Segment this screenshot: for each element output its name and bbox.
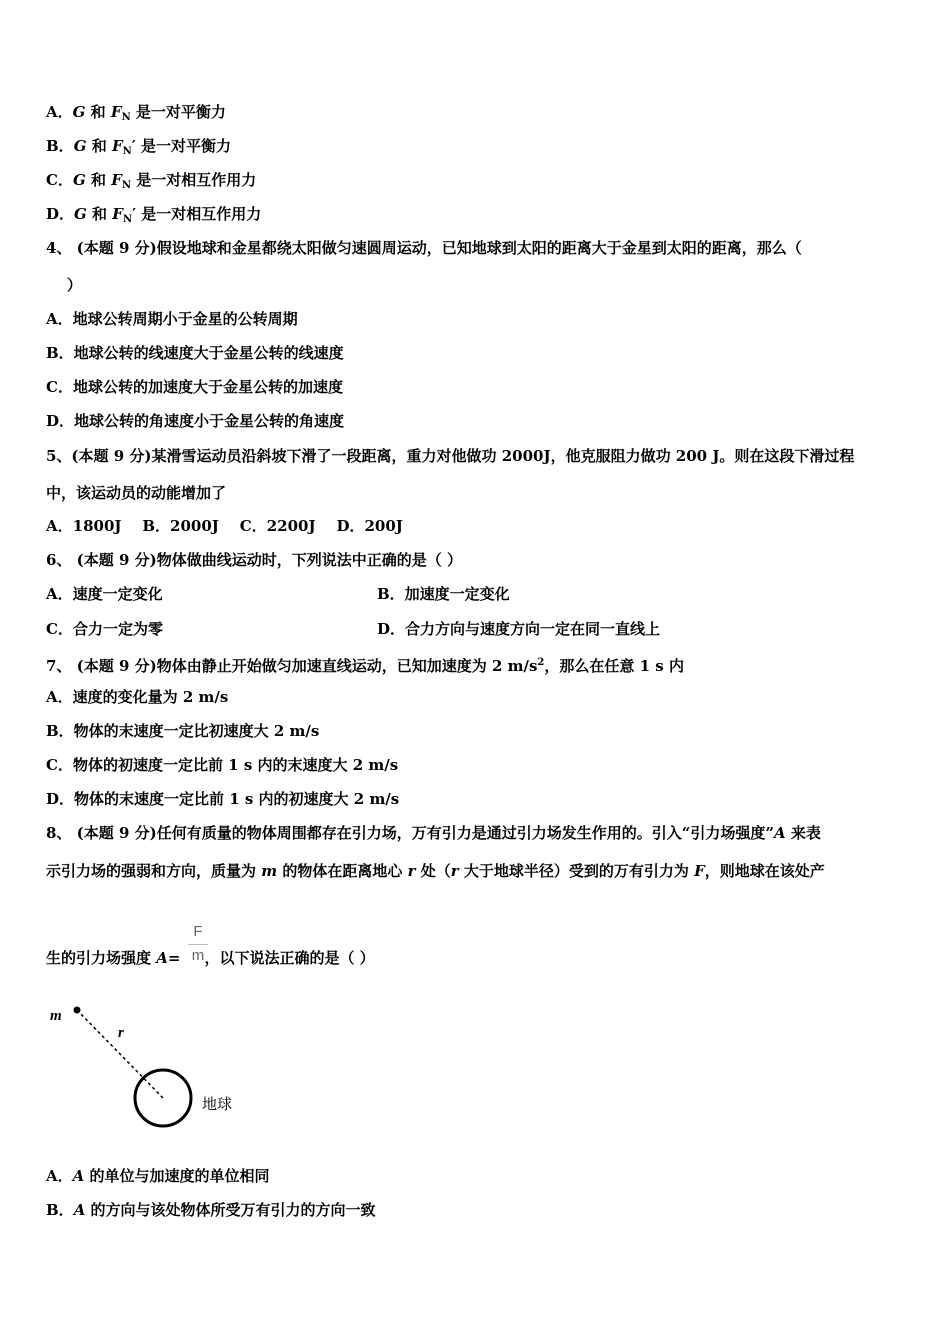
q6-stem: 6、 (本题 9 分)物体做曲线运动时，下列说法中正确的是（ ） [46, 551, 462, 569]
q8-stem-line2: 示引力场的强弱和方向，质量为 m 的物体在距离地心 r 处（r 大于地球半径）受到的万有引力为 F，则地球在该处产 [46, 862, 825, 880]
q7-stem: 7、 (本题 9 分)物体由静止开始做匀加速直线运动，已知加速度为 2 $m/s^2$，那么在任意 1 s 内 [46, 657, 684, 675]
q6-option-c: C．合力一定为零 [46, 620, 163, 638]
q8-stem-line1: 8、 (本题 9 分)任何有质量的物体周围都存在引力场，万有引力是通过引力场发生作用的。引入“引力场强度”A 来表 [46, 824, 821, 842]
q3-option-a: A．G 和 $F_N$ 是一对平衡力 [46, 103, 226, 123]
q8-stem-line3: 生的引力场强度 A= ，以下说法正确的是（ ） [46, 949, 375, 967]
q5-stem-line2: 中，该运动员的动能增加了 [46, 484, 227, 502]
q4-option-a: A．地球公转周期小于金星的公转周期 [46, 310, 298, 328]
q4-option-c: C．地球公转的加速度大于金星公转的加速度 [46, 378, 343, 396]
q4-stem-line1: 4、 (本题 9 分)假设地球和金星都绕太阳做匀速圆周运动，已知地球到太阳的距离大于金星到太阳的距离，那么（ [46, 239, 802, 257]
fraction-denominator: m [191, 947, 205, 964]
q3-option-c: C．G 和 $F_N$ 是一对相互作用力 [46, 171, 257, 191]
q8-option-a: A．A 的单位与加速度的单位相同 [46, 1167, 270, 1185]
q6-option-d: D．合力方向与速度方向一定在同一直线上 [377, 620, 661, 638]
q3-option-b: B．G 和 $F_N'$ 是一对平衡力 [46, 137, 231, 157]
mass-label: m [50, 1008, 62, 1024]
q7-option-a: A．速度的变化量为 2 m/s [46, 688, 229, 706]
field-strength-fraction [188, 922, 208, 966]
fraction-numerator: F [188, 922, 208, 945]
q3-option-d: D．G 和 $F_N'$ 是一对相互作用力 [46, 205, 262, 225]
earth-gravity-figure [40, 995, 260, 1140]
q4-option-b: B．地球公转的线速度大于金星公转的线速度 [46, 344, 344, 362]
q4-stem-line2: ） [46, 276, 82, 294]
distance-line [77, 1010, 163, 1098]
distance-label: r [118, 1025, 124, 1041]
q8-option-b: B．A 的方向与该处物体所受万有引力的方向一致 [46, 1201, 376, 1219]
q7-option-b: B．物体的末速度一定比初速度大 2 m/s [46, 722, 320, 740]
q7-option-c: C．物体的初速度一定比前 1 s 内的末速度大 2 m/s [46, 756, 399, 774]
q4-option-d: D．地球公转的角速度小于金星公转的角速度 [46, 412, 345, 430]
q5-options: A．1800J B．2000J C．2200J D．200J [46, 517, 403, 535]
q7-option-d: D．物体的末速度一定比前 1 s 内的初速度大 2 m/s [46, 790, 400, 808]
q5-stem-line1: 5、(本题 9 分)某滑雪运动员沿斜坡下滑了一段距离，重力对他做功 2000J，他克服阻力做功 200 J。则在这段下滑过程 [46, 447, 855, 465]
q6-option-b: B．加速度一定变化 [377, 585, 510, 603]
earth-label: 地球 [202, 1095, 233, 1113]
q6-option-a: A．速度一定变化 [46, 585, 163, 603]
